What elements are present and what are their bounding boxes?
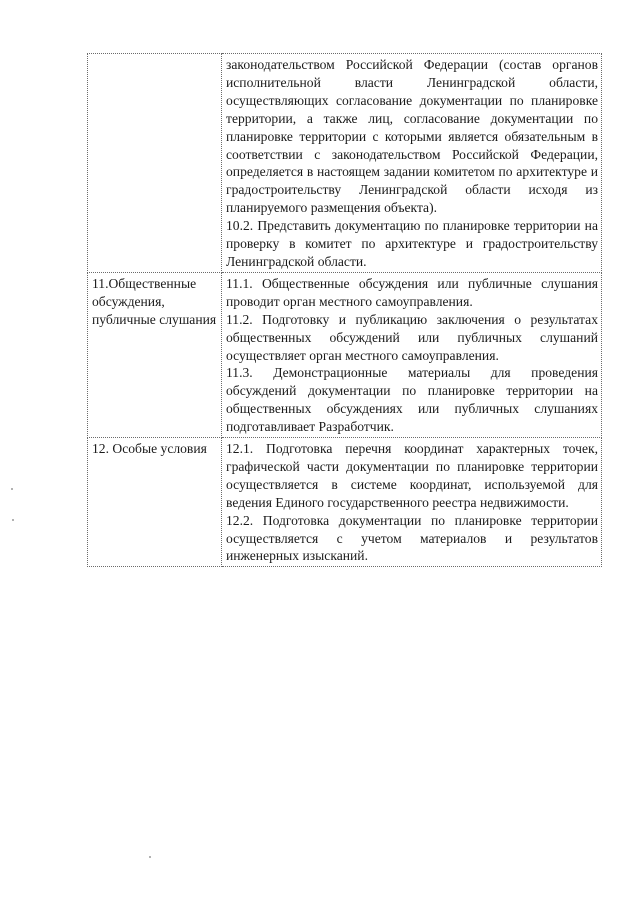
paragraph: 11.1. Общественные обсуждения или публичные слушания проводит орган местного самоуправления. <box>226 275 598 309</box>
row-label: 11.Общественные обсуждения, публичные слушания <box>92 275 217 327</box>
row-label-cell <box>88 438 222 567</box>
paragraph: 11.3. Демонстрационные материалы для проведения обсуждений документации по планировке территории на общественных обсуждениях или публичных слушаниях подготавливает Разработчик. <box>226 365 598 435</box>
row-label-cell <box>88 54 222 273</box>
row-content-cell <box>222 54 602 273</box>
table-row <box>88 438 602 567</box>
paragraph: 11.2. Подготовку и публикацию заключения о результатах общественных обсуждений или публичных слушаний осуществляет орган местного самоуправления. <box>226 311 598 363</box>
scan-speck <box>11 488 13 490</box>
scan-speck <box>12 519 14 521</box>
paragraph: 10.2. Представить документацию по планировке территории на проверку в комитет по архитектуре и градостроительству Ленинградской области. <box>226 218 598 269</box>
paragraph: 12.1. Подготовка перечня координат характерных точек, графической части документации по планировке территории осуществляется в системе координат, используемой для ведения Единого государственного реестра недвижимости. <box>226 441 598 510</box>
row-label: 12. Особые условия <box>92 441 207 457</box>
paragraph: законодательством Российской Федерации (состав органов исполнительной власти Ленинградской области, осуществляющих согласование документации по планировке территории, а также лиц, согласование документации по планировке территории с которыми является обязательным в соответствии с законодательством Российской Федерации, определяется в настоящем задании комитетом по архитектуре и градостроительству Ленинградской области исходя из планируемого размещения объекта). <box>226 57 598 216</box>
table-row <box>88 54 602 273</box>
scan-speck <box>149 856 151 858</box>
row-label-cell <box>88 272 222 437</box>
paragraph: 12.2. Подготовка документации по планировке территории осуществляется с учетом материалов и результатов инженерных изысканий. <box>226 512 598 564</box>
document-table <box>87 53 602 567</box>
table-row <box>88 272 602 437</box>
row-content-cell <box>222 438 602 567</box>
row-content-cell <box>222 272 602 437</box>
